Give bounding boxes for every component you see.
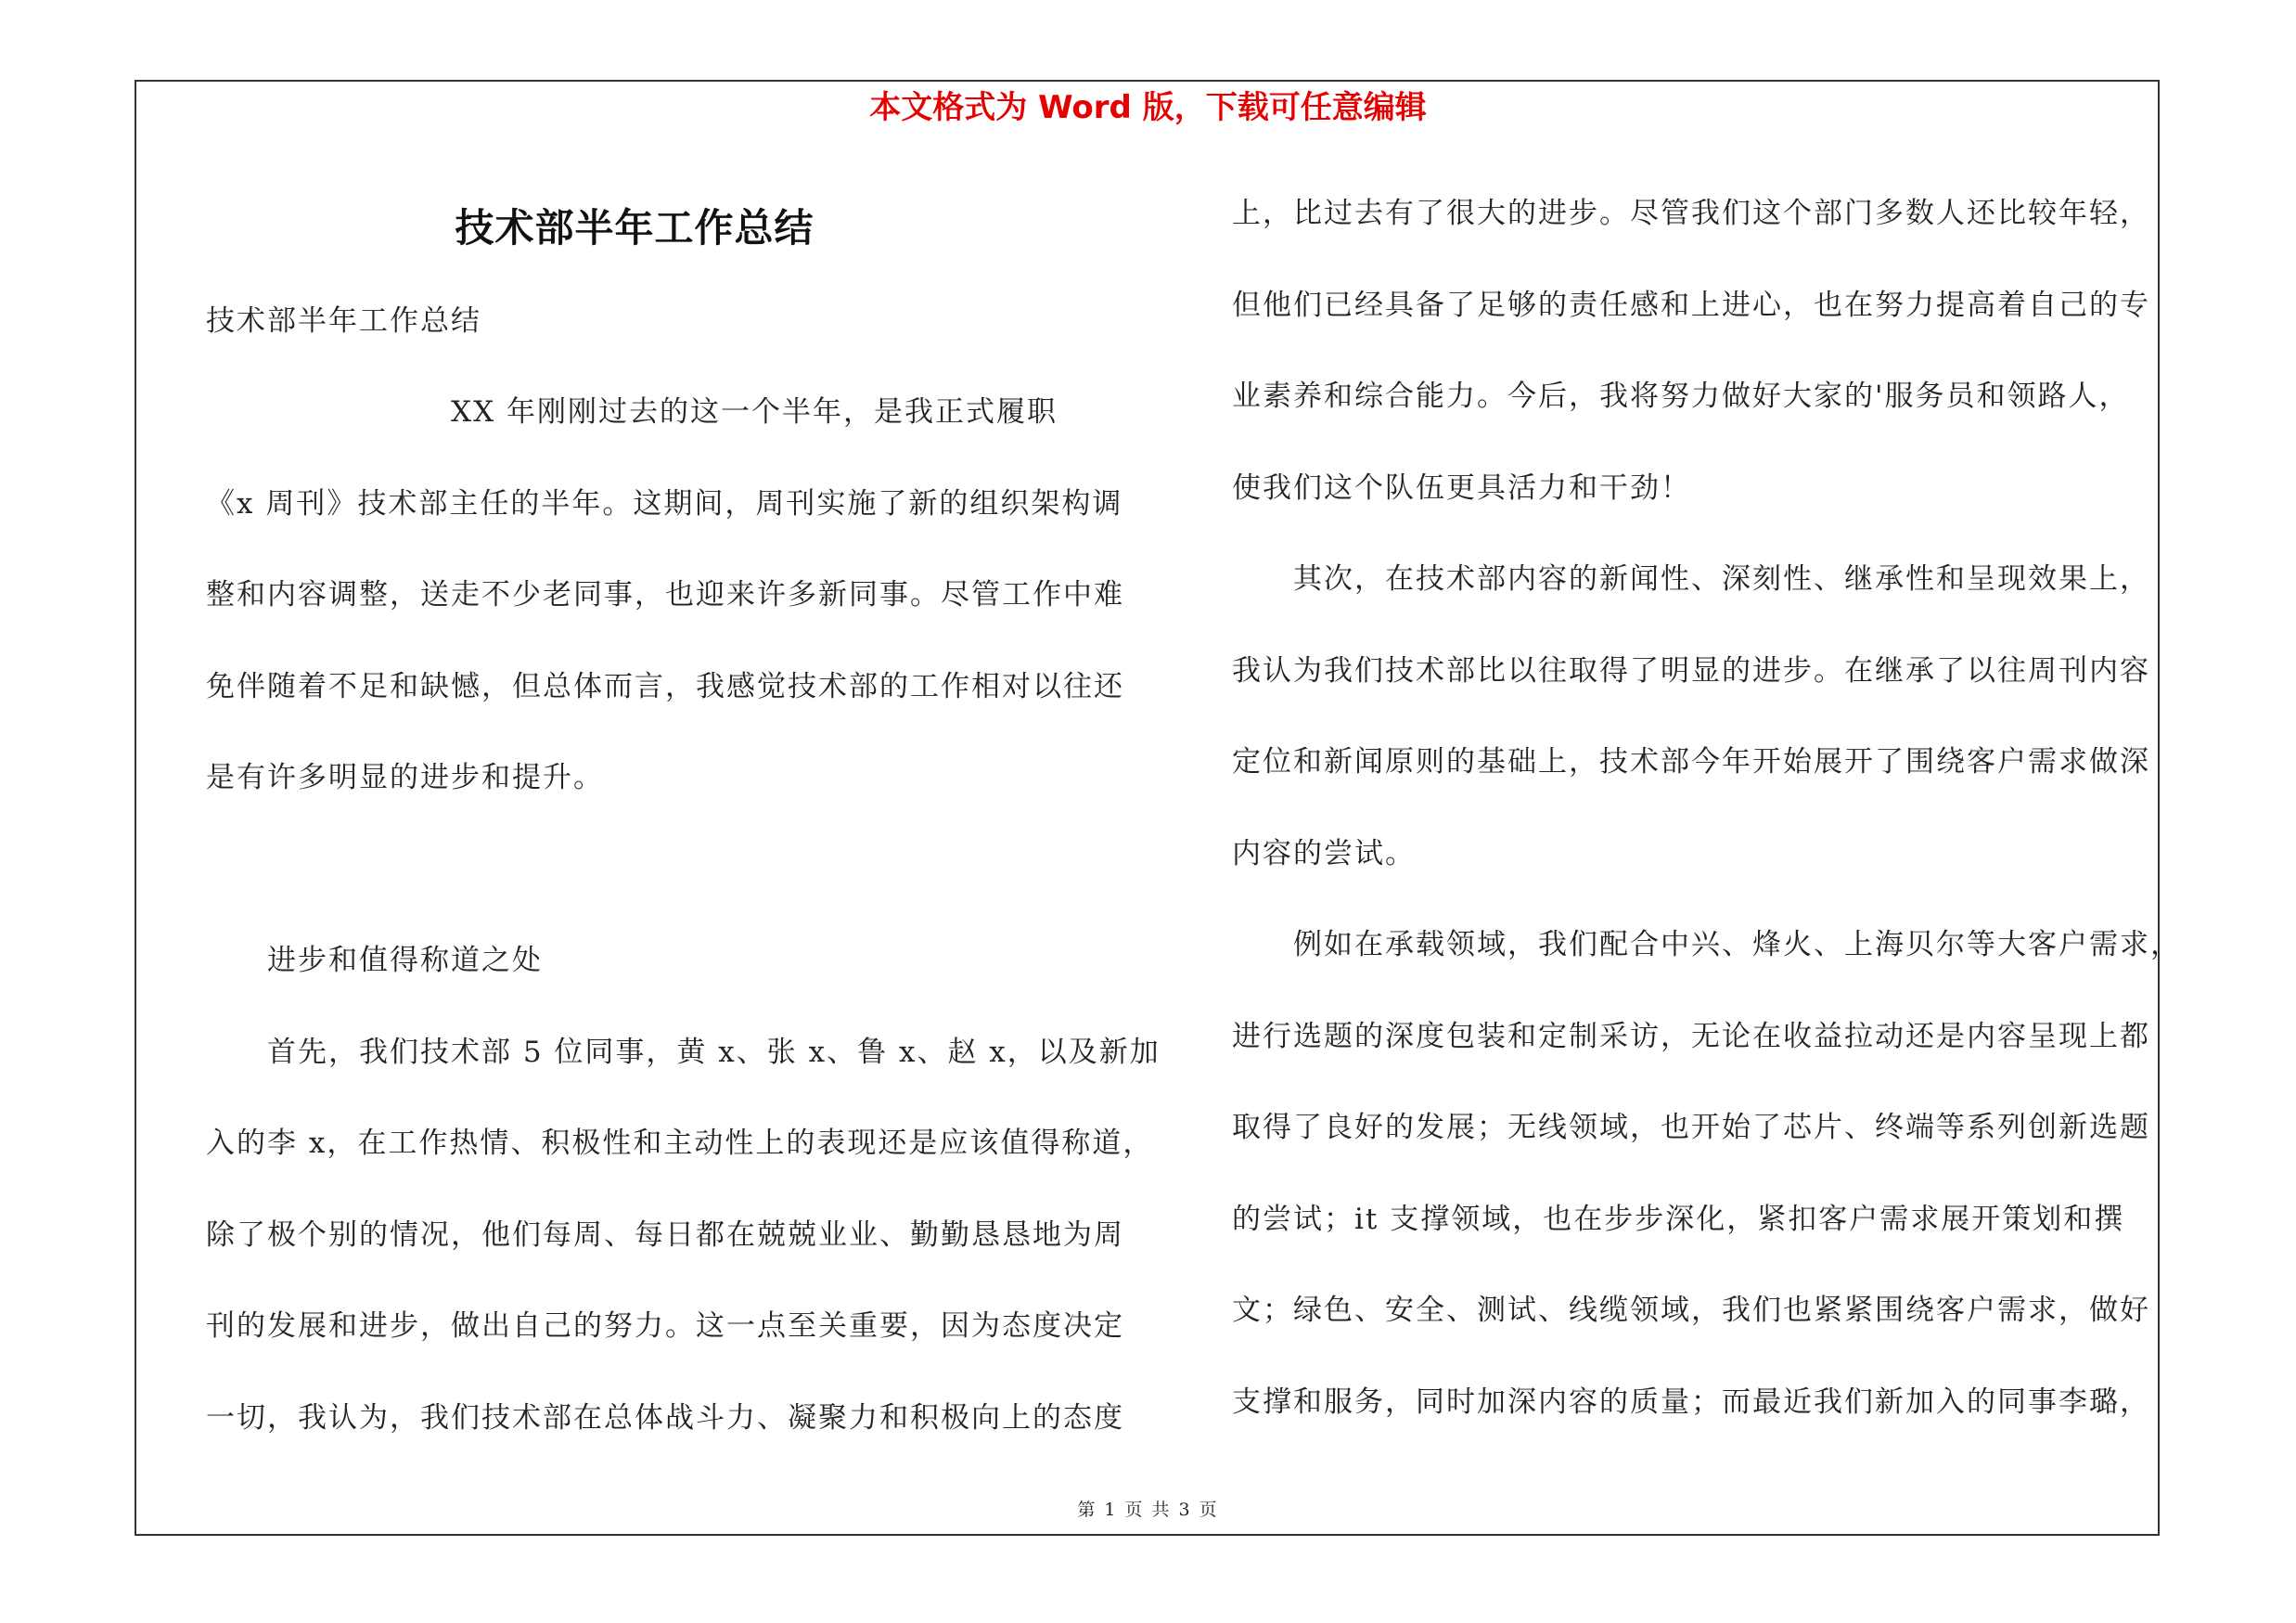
document-title: 技术部半年工作总结 bbox=[455, 205, 815, 251]
title-spacer bbox=[206, 184, 1129, 276]
blank-line bbox=[206, 824, 1129, 916]
text-line: 内容的尝试。 bbox=[1232, 836, 1416, 870]
text-line: 免伴随着不足和缺憾，但总体而言，我感觉技术部的工作相对以往还 bbox=[206, 669, 1124, 703]
text-line: 但他们已经具备了足够的责任感和上进心，也在努力提高着自己的专 bbox=[1232, 288, 2150, 322]
text-line: 上，比过去有了很大的进步。尽管我们这个部门多数人还比较年轻， bbox=[1232, 197, 2150, 230]
text-line: 的尝试；it 支撑领域，也在步步深化，紧扣客户需求展开策划和撰 bbox=[1232, 1202, 2125, 1236]
text-line: 定位和新闻原则的基础上，技术部今年开始展开了围绕客户需求做深 bbox=[1232, 745, 2150, 779]
text-line: 除了极个别的情况，他们每周、每日都在兢兢业业、勤勤恳恳地为周 bbox=[206, 1217, 1124, 1252]
text-line: 我认为我们技术部比以往取得了明显的进步。在继承了以往周刊内容 bbox=[1232, 653, 2150, 688]
text-line: 刊的发展和进步，做出自己的努力。这一点至关重要，因为态度决定 bbox=[206, 1309, 1124, 1343]
text-line: 一切，我认为，我们技术部在总体战斗力、凝聚力和积极向上的态度 bbox=[206, 1400, 1124, 1435]
left-column bbox=[206, 184, 1161, 1463]
text-line: 例如在承载领域，我们配合中兴、烽火、上海贝尔等大客户需求， bbox=[1232, 928, 2181, 961]
text-line: 《x 周刊》技术部主任的半年。这期间，周刊实施了新的组织架构调 bbox=[206, 486, 1123, 521]
right-column bbox=[1232, 168, 2181, 1448]
text-line: 进行选题的深度包装和定制采访，无论在收益拉动还是内容呈现上都 bbox=[1232, 1019, 2150, 1053]
text-line: 支撑和服务，同时加深内容的质量；而最近我们新加入的同事李璐， bbox=[1232, 1385, 2150, 1419]
text-line: XX 年刚刚过去的这一个半年，是我正式履职 bbox=[206, 395, 1058, 429]
text-line: 首先，我们技术部 5 位同事，黄 x、张 x、鲁 x、赵 x，以及新加 bbox=[206, 1035, 1161, 1069]
text-line: 是有许多明显的进步和提升。 bbox=[206, 761, 604, 794]
text-line: 取得了良好的发展；无线领域，也开始了芯片、终端等系列创新选题 bbox=[1232, 1111, 2150, 1144]
text-line: 整和内容调整，送走不少老同事，也迎来许多新同事。尽管工作中难 bbox=[206, 578, 1124, 612]
text-line: 技术部半年工作总结 bbox=[206, 303, 481, 338]
text-line: 其次，在技术部内容的新闻性、深刻性、继承性和呈现效果上， bbox=[1232, 562, 2150, 596]
text-line: 使我们这个队伍更具活力和干劲！ bbox=[1232, 470, 1691, 505]
page-number: 第 1 页 共 3 页 bbox=[1077, 1500, 1219, 1520]
text-line: 入的李 x，在工作热情、积极性和主动性上的表现还是应该值得称道， bbox=[206, 1127, 1154, 1160]
text-line: 文；绿色、安全、测试、线缆领域，我们也紧紧围绕客户需求，做好 bbox=[1232, 1294, 2150, 1327]
text-line: 业素养和综合能力。今后，我将努力做好大家的'服务员和领路人， bbox=[1232, 380, 2130, 413]
section-heading: 进步和值得称道之处 bbox=[206, 944, 543, 977]
format-banner: 本文格式为 Word 版，下载可任意编辑 bbox=[869, 89, 1427, 126]
